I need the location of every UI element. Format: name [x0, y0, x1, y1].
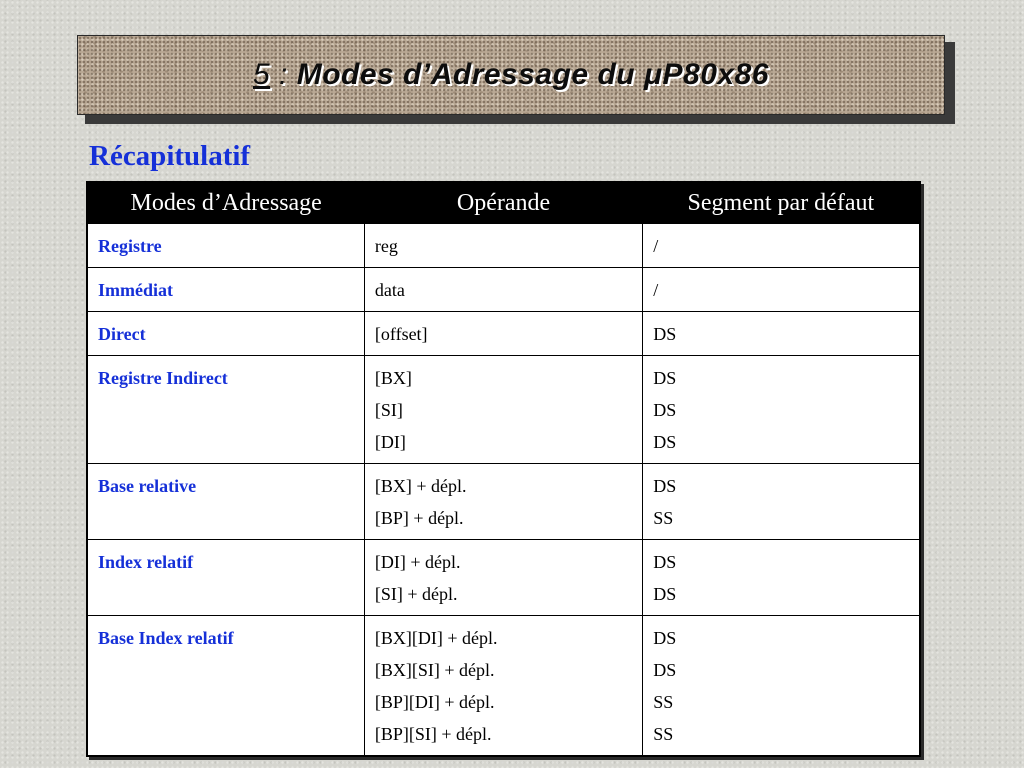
- operand-cell: [364, 464, 642, 540]
- operand-line: [DI] + dépl.: [374, 552, 461, 572]
- segment-line: /: [653, 280, 659, 300]
- title-text-main: Modes d’Adressage du: [296, 58, 644, 91]
- header-operand: Opérande: [364, 182, 642, 224]
- operand-cell: [364, 356, 642, 464]
- slide-title: [253, 58, 769, 92]
- operand-line: [BP][SI] + dépl.: [374, 724, 492, 744]
- title-text-chip: P80x86: [662, 58, 769, 91]
- operand-line: reg: [374, 236, 398, 256]
- mode-cell: Direct: [87, 312, 364, 356]
- operand-cell: [364, 616, 642, 757]
- segment-line: DS: [653, 628, 677, 648]
- operand-cell: [364, 224, 642, 268]
- title-separator: :: [270, 58, 297, 91]
- segment-cell: [643, 464, 920, 540]
- mode-cell: Registre: [87, 224, 364, 268]
- segment-cell: [643, 268, 920, 312]
- operand-cell: [364, 312, 642, 356]
- segment-line: DS: [653, 368, 677, 388]
- mode-cell: Immédiat: [87, 268, 364, 312]
- segment-line: DS: [653, 584, 677, 604]
- segment-line: SS: [653, 692, 674, 712]
- title-number: 5: [253, 58, 271, 91]
- segment-line: DS: [653, 400, 677, 420]
- table-header-row: [87, 182, 920, 224]
- operand-line: [SI]: [374, 400, 403, 420]
- mode-cell: Base relative: [87, 464, 364, 540]
- table-row: [87, 224, 920, 268]
- operand-line: [BP][DI] + dépl.: [374, 692, 495, 712]
- table-body: [87, 224, 920, 757]
- segment-line: DS: [653, 324, 677, 344]
- addressing-modes-table-wrapper: [86, 181, 921, 757]
- mode-cell: Base Index relatif: [87, 616, 364, 757]
- operand-cell: [364, 540, 642, 616]
- segment-cell: [643, 312, 920, 356]
- segment-line: DS: [653, 660, 677, 680]
- table-row: [87, 464, 920, 540]
- operand-line: [BX][DI] + dépl.: [374, 628, 498, 648]
- segment-cell: [643, 224, 920, 268]
- title-banner: [77, 35, 945, 115]
- table-row: [87, 268, 920, 312]
- segment-line: DS: [653, 552, 677, 572]
- header-default-segment: Segment par défaut: [643, 182, 920, 224]
- segment-cell: [643, 616, 920, 757]
- operand-line: [DI]: [374, 432, 406, 452]
- addressing-modes-table: [86, 181, 921, 757]
- title-mu-symbol: μ: [643, 58, 663, 91]
- mode-cell: Index relatif: [87, 540, 364, 616]
- table-row: [87, 616, 920, 757]
- operand-line: [BP] + dépl.: [374, 508, 464, 528]
- operand-line: [BX]: [374, 368, 412, 388]
- segment-line: SS: [653, 724, 674, 744]
- table-row: [87, 312, 920, 356]
- segment-line: /: [653, 236, 659, 256]
- segment-cell: [643, 540, 920, 616]
- mode-cell: Registre Indirect: [87, 356, 364, 464]
- operand-line: [SI] + dépl.: [374, 584, 458, 604]
- segment-line: DS: [653, 432, 677, 452]
- table-row: [87, 356, 920, 464]
- operand-cell: [364, 268, 642, 312]
- operand-line: [offset]: [374, 324, 428, 344]
- segment-line: DS: [653, 476, 677, 496]
- table-row: [87, 540, 920, 616]
- segment-cell: [643, 356, 920, 464]
- segment-line: SS: [653, 508, 674, 528]
- section-heading: Récapitulatif: [89, 140, 251, 172]
- operand-line: [BX] + dépl.: [374, 476, 467, 496]
- header-modes: Modes d’Adressage: [87, 182, 364, 224]
- operand-line: data: [374, 280, 405, 300]
- operand-line: [BX][SI] + dépl.: [374, 660, 495, 680]
